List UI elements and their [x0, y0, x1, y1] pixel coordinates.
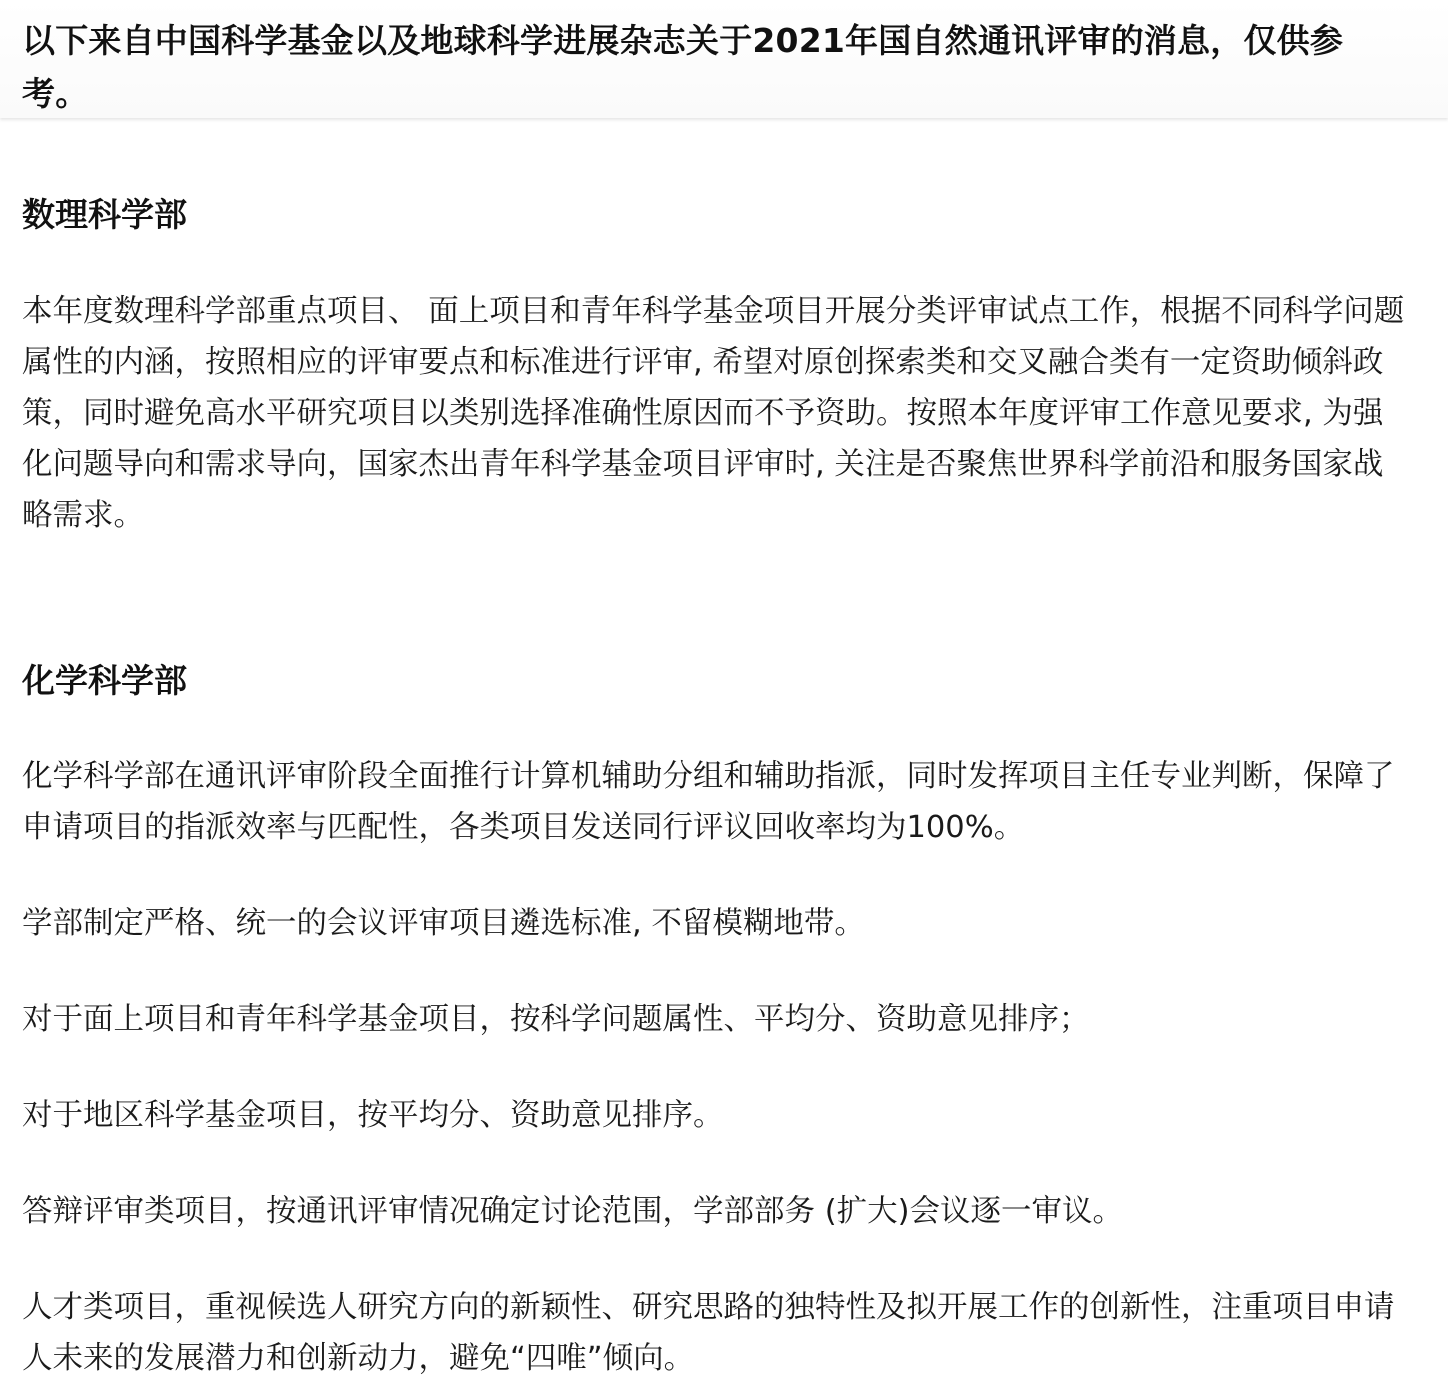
section-math-physics-paragraph: 本年度数理科学部重点项目、 面上项目和青年科学基金项目开展分类评审试点工作，根据不同科学问题属性的内涵，按照相应的评审要点和标准进行评审, 希望对原创探索类和交叉融合类有一定资助倾斜政策，同时避免高水平研究项目以类别选择准确性原因而不予资助。按照本年度评审工作意见要求, 为强化问题导向和需求导向，国家杰出青年科学基金项目评审时, 关注是否聚焦世界科学前沿和服务国家战略需求。 — [22, 294, 1405, 533]
section-chemistry-paragraph: 人才类项目，重视候选人研究方向的新颖性、研究思路的独特性及拟开展工作的创新性，注重项目申请人未来的发展潜力和创新动力，避免“四唯”倾向。 — [22, 1290, 1395, 1376]
section-heading-chemistry: 化学科学部 — [22, 661, 187, 700]
section-chemistry-paragraph: 化学科学部在通讯评审阶段全面推行计算机辅助分组和辅助指派，同时发挥项目主任专业判断，保障了申请项目的指派效率与匹配性，各类项目发送同行评议回收率均为100%。 — [22, 759, 1395, 845]
section-heading-math-physics: 数理科学部 — [22, 195, 187, 234]
intro-banner — [0, 0, 1448, 118]
section-chemistry-paragraph: 对于地区科学基金项目，按平均分、资助意见排序。 — [22, 1098, 724, 1133]
intro-text: 以下来自中国科学基金以及地球科学进展杂志关于2021年国自然通讯评审的消息，仅供参考。 — [22, 21, 1344, 113]
section-chemistry-paragraph: 对于面上项目和青年科学基金项目，按科学问题属性、平均分、资助意见排序； — [22, 1002, 1090, 1037]
section-chemistry-paragraph: 答辩评审类项目，按通讯评审情况确定讨论范围，学部部务 (扩大)会议逐一审议。 — [22, 1194, 1123, 1229]
section-chemistry-paragraph: 学部制定严格、统一的会议评审项目遴选标准, 不留模糊地带。 — [22, 906, 865, 941]
